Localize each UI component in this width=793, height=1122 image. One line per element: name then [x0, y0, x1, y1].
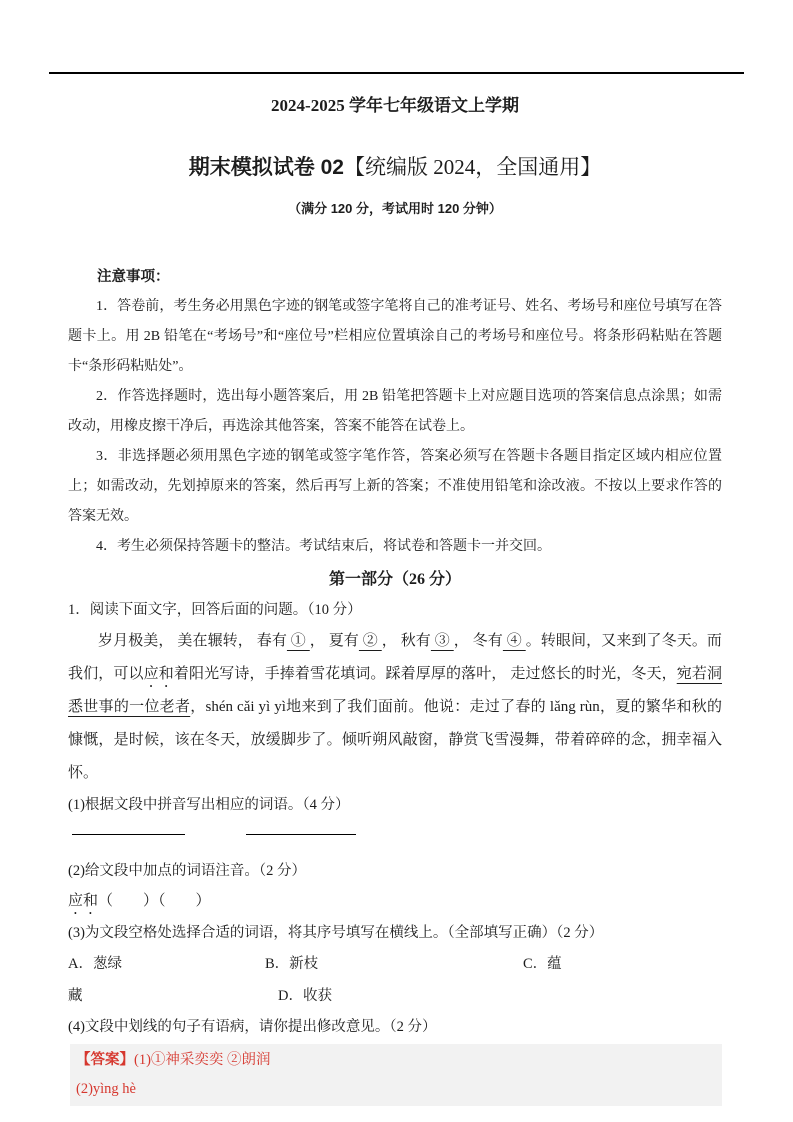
notice-section: [68, 262, 722, 562]
question1-sub4: (4)文段中划线的句子有语病，请你提出修改意见。（2 分）: [68, 1019, 437, 1035]
notice-item-2: 2．作答选择题时，选出每小题答案后，用 2B 铅笔把答题卡上对应题目选项的答案信息点涂黑；如需改动，用橡皮擦干净后，再选涂其他答案，答案不能答在试卷上。: [68, 389, 722, 434]
notice-heading: 注意事项：: [97, 269, 170, 285]
answer-line-2: (2)yìng hè: [76, 1081, 136, 1097]
option-c: C．蕴: [523, 956, 562, 972]
options-row-2: [68, 980, 722, 1012]
notice-item-4: 4．考生必须保持答题卡的整洁。考试结束后，将试卷和答题卡一并交回。: [96, 539, 551, 554]
question1-passage: 岁月极美， 美在辗转， 春有 ① ， 夏有 ② ， 秋有 ③ ， 冬有 ④ 。转眼间，又来到了冬天。而我们，可以应和着阳光写诗，手捧着雪花填词。踩着厚厚的落叶， 走过悠长的时光，冬天，宛若洞悉世事的一位老者，shén cǎi yì yì地来到了我们面前。他说：走过了春的 lǎng rùn，夏的繁华和秋的慷慨，是时候，该在冬天，放缓脚步了。倾听朔风敲窗，静赏飞雪漫舞，带着碎碎的念，拥幸福入怀。: [68, 633, 722, 781]
pinyin-annotation-line: 应和（ ）（ ）: [68, 893, 211, 909]
exam-title-main: 期末模拟试卷 02: [188, 156, 344, 179]
question1-sub3: (3)为文段空格处选择合适的词语，将其序号填写在横线上。（全部填写正确）（2 分）: [68, 925, 604, 941]
exam-title: [68, 153, 722, 182]
option-d: D．收获: [278, 988, 332, 1004]
option-a: A．葱绿: [68, 956, 122, 972]
notice-item-1: 1．答卷前，考生务必用黑色字迹的钢笔或签字笔将自己的准考证号、姓名、考场号和座位号填写在答题卡上。用 2B 铅笔在“考场号”和“座位号”栏相应位置填涂自己的考场号和座位号。将条形码粘贴在答题卡“条形码粘贴处”。: [68, 299, 722, 374]
option-c-wrap: 藏: [68, 988, 83, 1004]
exam-title-edition: 【统编版 2024，全国通用】: [343, 155, 602, 179]
notice-item-3: 3．非选择题必须用黑色字迹的钢笔或签字笔作答，答案必须写在答题卡各题目指定区域内相应位置上；如需改动，先划掉原来的答案，然后再写上新的答案；不准使用铅笔和涂改液。不按以上要求作答的答案无效。: [68, 449, 722, 524]
page-title: 2024-2025 学年七年级语文上学期: [271, 96, 519, 115]
answer-block: [70, 1044, 722, 1106]
answer-blank: [72, 820, 185, 835]
answer-blank: [246, 820, 356, 835]
option-b: B．新枝: [265, 956, 319, 972]
score-time-note: （满分 120 分，考试用时 120 分钟）: [288, 201, 502, 216]
options-row-1: [68, 948, 722, 980]
question1-stem: 1．阅读下面文字，回答后面的问题。（10 分）: [68, 602, 362, 618]
section-heading: 第一部分（26 分）: [328, 571, 461, 588]
answer-blanks-row: [68, 820, 722, 852]
header-rule: [49, 72, 744, 74]
answer-line-1: 【答案】(1)①神采奕奕 ②朗润: [76, 1052, 271, 1068]
page-content: [68, 95, 722, 1106]
question1-sub1: (1)根据文段中拼音写出相应的词语。（4 分）: [68, 797, 350, 813]
question1-sub2: (2)给文段中加点的词语注音。（2 分）: [68, 863, 307, 879]
